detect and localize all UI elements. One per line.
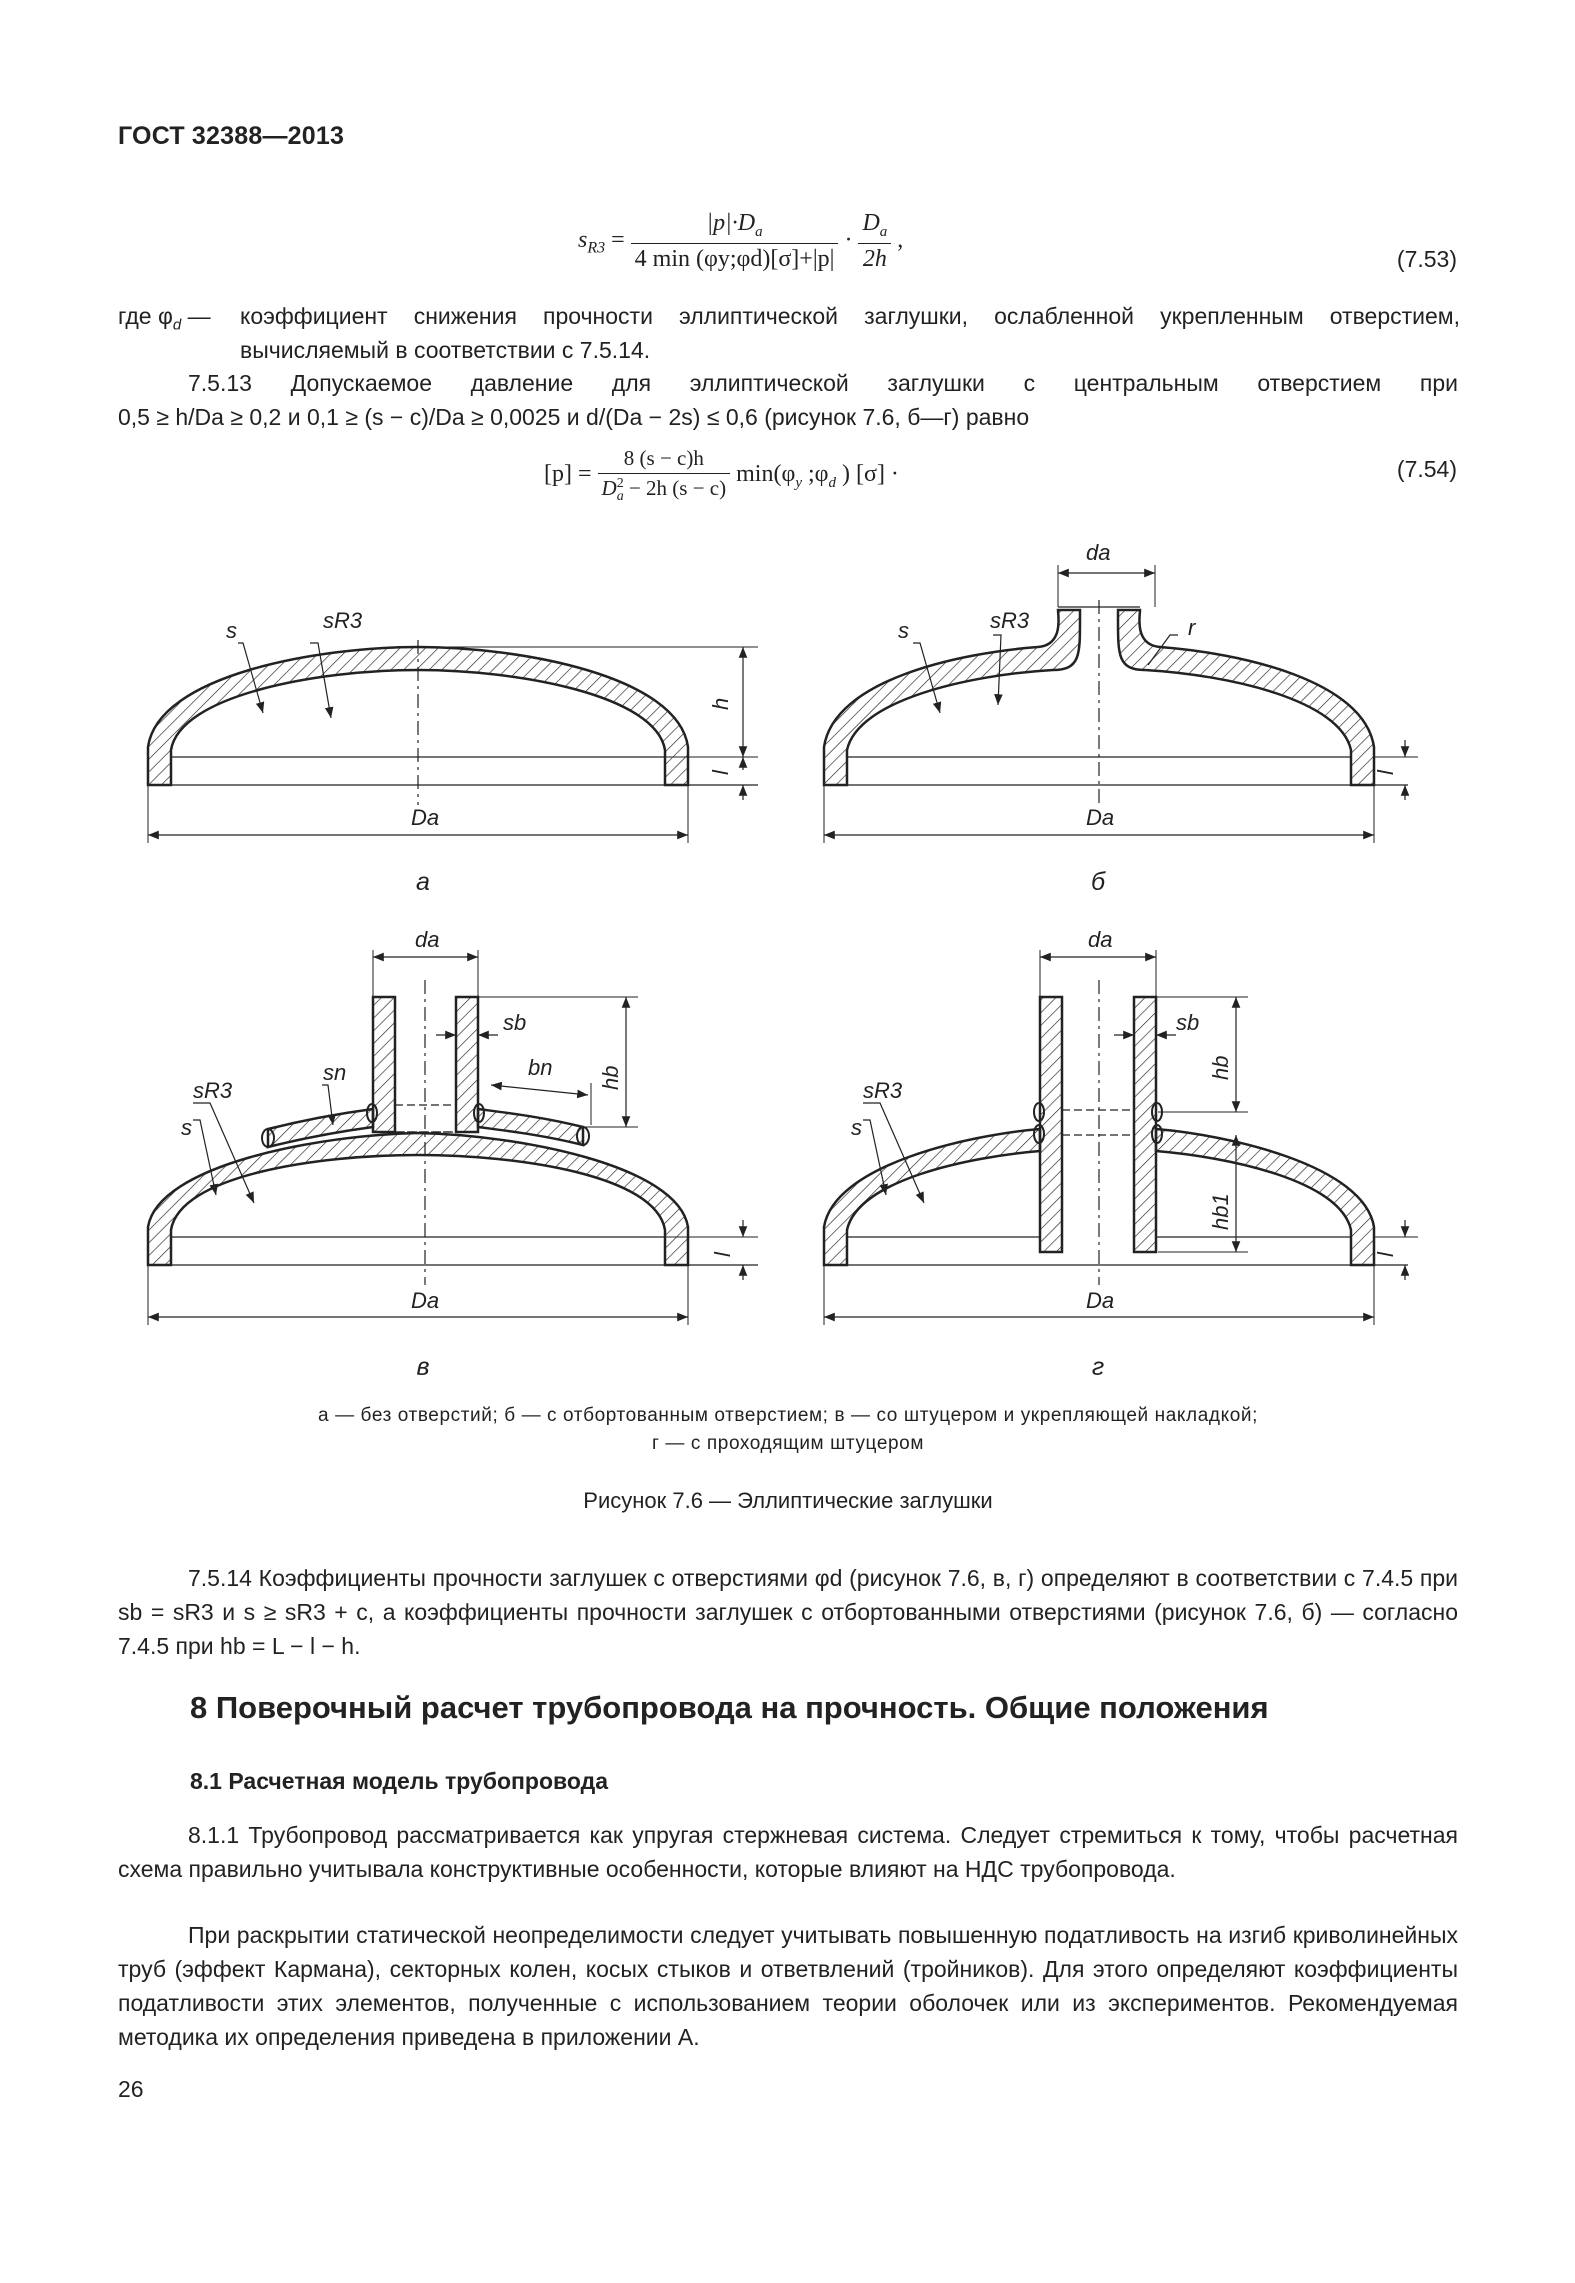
formula-dot: · [844,226,859,253]
drawing-a [148,640,758,843]
label-v-sn: sn [323,1060,347,1085]
page-number: 26 [118,2076,144,2102]
label-a-sR3: sR3 [323,608,363,633]
label-b-da: da [1086,540,1111,565]
standard-header: ГОСТ 32388—2013 [118,122,345,150]
label-g-hb: hb [1208,1055,1233,1080]
label-v-Da: Da [411,1288,440,1313]
formula-7-54: [p] = $\frac{8 (s - c)h}{D^2_a - 2h (s - c)}$ $\min(\varphi_y$ $;\varphi_d$ ) [σ] · [544,446,899,505]
caption-v: в [416,1353,430,1381]
fraction-1-num-sub: a [755,223,763,240]
paragraph-7-5-13-line1: 7.5.13 Допускаемое давление для эллиптической заглушки с центральным отверстием при [188,370,1458,396]
figure-7-6 [118,535,1458,1415]
fraction-1-num: |p|·D [706,210,756,236]
label-v-s: s [181,1115,192,1140]
label-g-s: s [851,1115,862,1140]
caption-b: б [1090,868,1106,896]
label-g-da: da [1088,927,1113,952]
label-a-Da: Da [411,805,440,830]
fraction-754-num: 8 (s − c)h [623,446,704,470]
formula-754-rhs-end: ) [σ] · [836,461,899,488]
formula-7-53 [578,210,903,273]
fraction-1 [631,210,839,273]
paragraph-7-5-13-line2: 0,5 ≥ h/Da ≥ 0,2 и 0,1 ≥ (s − c)/Da ≥ 0,0025 и d/(Da − 2s) ≤ 0,6 (рисунок 7.6, б—г) равно [118,404,1030,430]
label-v-sR3: sR3 [193,1078,233,1103]
fraction-2-num: D [862,210,880,236]
fraction-754-den-sub: a [616,489,624,505]
label-b-l: l [1373,770,1398,775]
paragraph-static: При раскрытии статической неопределимости следует учитывать повышенную податливость на изгиб криволинейных труб (эффект Кармана), секторных колен, косых стыков и ответвлений (тройников). Для этого определяют коэффициенты податливости этих элементов, полученные с использованием теории оболочек или из экспериментов. Рекомендуемая методика их определения приведена в приложении А. [118,1922,1458,2050]
label-v-bn: bn [528,1055,553,1080]
section-8-1-heading: 8.1 Расчетная модель трубопровода [190,1768,608,1794]
fraction-2-num-sub: a [879,223,888,240]
label-g-hb1: hb1 [1208,1193,1233,1230]
label-b-sR3: sR3 [990,608,1030,633]
fraction-1-den: 4 min (φ [634,245,718,272]
fraction-2-den: 2h [862,245,887,272]
label-v-l: l [710,1252,735,1257]
label-g-l: l [1373,1252,1398,1257]
figure-caption: Рисунок 7.6 — Эллиптические заглушки [583,1488,993,1513]
equation-number-7-53: (7.53) [1396,246,1457,272]
drawing-g [824,950,1418,1325]
paragraph-7-5-13 [118,366,1458,434]
where-body: коэффициент снижения прочности эллиптической заглушки, ослабленной укрепленным отверстием, вычисляемый в соответствии с 7.5.14. [240,303,1460,363]
equation-number-7-54: (7.54) [1396,456,1457,482]
fraction-754-den: D [601,476,617,500]
where-clause [118,299,1458,369]
formula-lhs: s [578,226,588,253]
label-b-s: s [898,618,909,643]
fraction-1-den-rest: y;φd)[σ]+|p| [717,245,835,272]
label-a-l: l [708,770,733,775]
where-label: где $\varphi_d$ — [118,303,211,334]
label-g-sR3: sR3 [863,1078,903,1103]
paragraph-8-1-1: 8.1.1 Трубопровод рассматривается как упругая стержневая система. Следует стремиться к тому, чтобы расчетная схема правильно учитывала конструктивные особенности, которые влияют на НДС трубопровода. [118,1822,1458,1882]
formula-754-rhs-mid: ;φ [801,461,829,488]
figure-legend-line1: а — без отверстий; б — с отбортованным отверстием; в — со штуцером и укрепляющей накладкой; [318,1405,1258,1426]
fraction-2 [858,210,891,273]
caption-g: г [1091,1353,1105,1381]
label-a-h: h [708,697,733,710]
label-g-sb: sb [1176,1010,1200,1035]
formula-754-lhs: [p] = [544,461,598,488]
figure-legend [118,1402,1458,1458]
formula-trail: , [891,226,904,253]
section-8-heading: 8 Поверочный расчет трубопровода на прочность. Общие положения [190,1690,1269,1725]
paragraph-7-5-14: 7.5.14 Коэффициенты прочности заглушек с отверстиями φd (рисунок 7.6, в, г) определяют в соответствии с 7.4.5 при sb = sR3 и s ≥ sR3 + c, а коэффициенты прочности заглушек с отбортованными отверстиями (рисунок 7.6, б) — согласно 7.4.5 при hb = L − l − h. [118,1565,1458,1659]
figure-legend-line2: г — с проходящим штуцером [652,1433,924,1454]
label-a-s: s [226,618,237,643]
label-v-hb: hb [598,1065,623,1090]
caption-a: а [416,868,430,896]
label-v-da: da [415,927,440,952]
formula-lhs-sub: R3 [587,239,606,257]
fraction-754 [598,446,731,505]
label-v-sb: sb [503,1010,527,1035]
drawing-v [148,950,758,1325]
label-b-Da: Da [1086,805,1115,830]
drawing-b [824,565,1418,843]
label-b-r: r [1188,615,1196,640]
fraction-754-den-sup: 2 [616,476,624,491]
label-g-Da: Da [1086,1288,1115,1313]
formula-754-rhs: min(φ [736,461,796,488]
fraction-754-den-rest: − 2h (s − c) [623,476,727,500]
formula-eq: = [605,226,631,253]
